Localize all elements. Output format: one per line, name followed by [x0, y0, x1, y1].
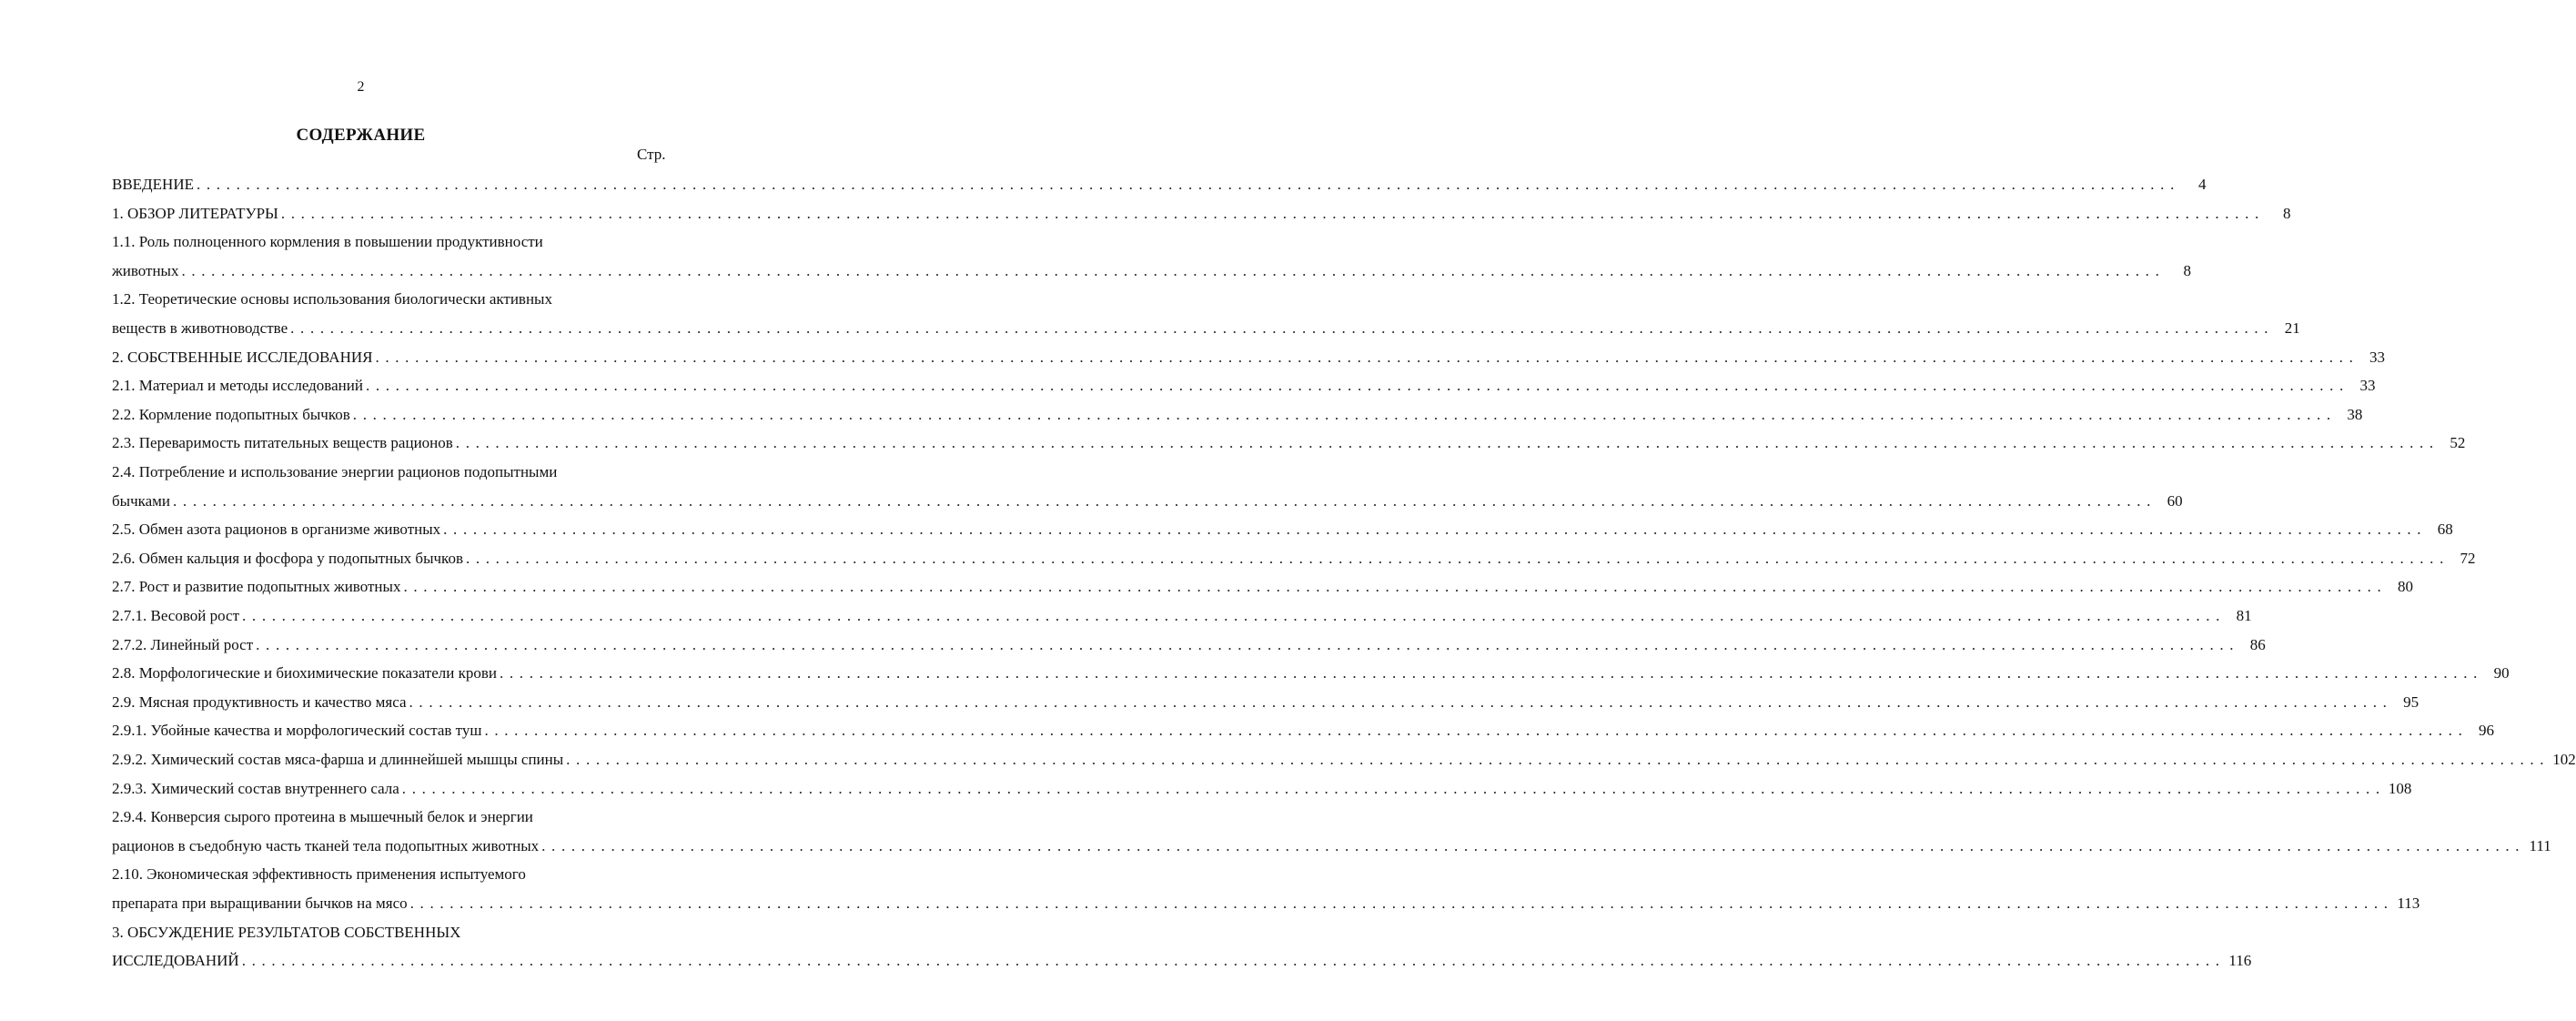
toc-entry-page: 96 — [2479, 722, 2495, 740]
toc-entry — [112, 660, 2510, 687]
toc-entry-text: 2.2. Кормление подопытных бычков — [112, 405, 350, 423]
toc-entry — [112, 200, 2291, 227]
toc-entry-text: бычками — [112, 491, 171, 510]
toc-entry-page: 113 — [2397, 895, 2420, 912]
toc-entry — [112, 919, 655, 946]
toc-entry — [112, 833, 2551, 860]
toc-leader-dots: . . . . . . . . . . . . . . . . . . . . . . . . . . . . . . . . . . . . . . . . . . . . . . . . . . . . . . . . . . . . . . . . . . . . . . . . . . . . . . . . . . . . . . . . . . . . . . . . . . . . . . . . . . . . . . . . . . . . . . . . . . . . . . . . . . . . . . . . . . . . . . . . . . . . . . . . . . . . . . . . . . . . . . . . . . . . . . . . . . . . . . . . . . . . . . . . . . . . . . . . — [409, 692, 2389, 711]
toc-entry-text: 2.1. Материал и методы исследований — [112, 377, 363, 395]
toc-entry-page: 8 — [2282, 204, 2291, 222]
toc-entry-text: 2.4. Потребление и использование энергии рационов подопытными — [112, 463, 558, 480]
toc-entry-page: 111 — [2529, 836, 2551, 854]
toc-entry — [112, 545, 2476, 572]
toc-leader-dots: . . . . . . . . . . . . . . . . . . . . . . . . . . . . . . . . . . . . . . . . . . . . . . . . . . . . . . . . . . . . . . . . . . . . . . . . . . . . . . . . . . . . . . . . . . . . . . . . . . . . . . . . . . . . . . . . . . . . . . . . . . . . . . . . . . . . . . . . . . . . . . . . . . . . . . . . . . . . . . . . . . . . . . . . . . . . . . . . . . . . . . . . . . . . . . . . . . . . . . . . — [280, 204, 2260, 222]
toc-entry-page: 68 — [2437, 521, 2453, 539]
toc-leader-dots: . . . . . . . . . . . . . . . . . . . . . . . . . . . . . . . . . . . . . . . . . . . . . . . . . . . . . . . . . . . . . . . . . . . . . . . . . . . . . . . . . . . . . . . . . . . . . . . . . . . . . . . . . . . . . . . . . . . . . . . . . . . . . . . . . . . . . . . . . . . . . . . . . . . . . . . . . . . . . . . . . . . . . . . . . . . . . . . . . . . . . . . . . . . . . . . . . . . . . . . . — [375, 348, 2355, 366]
toc-entry — [112, 459, 655, 486]
toc-leader-dots: . . . . . . . . . . . . . . . . . . . . . . . . . . . . . . . . . . . . . . . . . . . . . . . . . . . . . . . . . . . . . . . . . . . . . . . . . . . . . . . . . . . . . . . . . . . . . . . . . . . . . . . . . . . . . . . . . . . . . . . . . . . . . . . . . . . . . . . . . . . . . . . . . . . . . . . . . . . . . . . . . . . . . . . . . . . . . . . . . . . . . . . . . . . . . . . . . . . . . . . . — [241, 952, 2221, 970]
toc-entry-text: 2.7. Рост и развитие подопытных животных — [112, 578, 401, 596]
toc-entry-text: 1.2. Теоретические основы использования биологически активных — [112, 290, 552, 308]
toc-entry — [112, 258, 2192, 285]
toc-leader-dots: . . . . . . . . . . . . . . . . . . . . . . . . . . . . . . . . . . . . . . . . . . . . . . . . . . . . . . . . . . . . . . . . . . . . . . . . . . . . . . . . . . . . . . . . . . . . . . . . . . . . . . . . . . . . . . . . . . . . . . . . . . . . . . . . . . . . . . . . . . . . . . . . . . . . . . . . . . . . . . . . . . . . . . . . . . . . . . . . . . . . . . . . . . . . . . . . . . . . . . . . — [465, 549, 2445, 567]
toc-entry — [112, 286, 655, 313]
toc-leader-dots: . . . . . . . . . . . . . . . . . . . . . . . . . . . . . . . . . . . . . . . . . . . . . . . . . . . . . . . . . . . . . . . . . . . . . . . . . . . . . . . . . . . . . . . . . . . . . . . . . . . . . . . . . . . . . . . . . . . . . . . . . . . . . . . . . . . . . . . . . . . . . . . . . . . . . . . . . . . . . . . . . . . . . . . . . . . . . . . . . . . . . . . . . . . . . . . . . . . . . . . . — [409, 895, 2389, 912]
toc-leader-dots: . . . . . . . . . . . . . . . . . . . . . . . . . . . . . . . . . . . . . . . . . . . . . . . . . . . . . . . . . . . . . . . . . . . . . . . . . . . . . . . . . . . . . . . . . . . . . . . . . . . . . . . . . . . . . . . . . . . . . . . . . . . . . . . . . . . . . . . . . . . . . . . . . . . . . . . . . . . . . . . . . . . . . . . . . . . . . . . . . . . . . . . . . . . . . . . . . . . . . . . . — [352, 405, 2332, 423]
toc-entry — [112, 602, 2252, 630]
toc-entry-text: веществ в животноводстве — [112, 319, 288, 337]
toc-entry — [112, 430, 2466, 457]
toc-entry-page: 38 — [2347, 405, 2363, 423]
toc-entry — [112, 344, 2386, 371]
toc-entry — [112, 315, 2300, 342]
toc-entry-text: ВВЕДЕНИЕ — [112, 176, 194, 193]
toc-entry-text: 2.9. Мясная продуктивность и качество мяса — [112, 692, 407, 711]
toc-entry — [112, 228, 655, 256]
toc-entry-page: 33 — [2359, 377, 2376, 395]
toc-leader-dots: . . . . . . . . . . . . . . . . . . . . . . . . . . . . . . . . . . . . . . . . . . . . . . . . . . . . . . . . . . . . . . . . . . . . . . . . . . . . . . . . . . . . . . . . . . . . . . . . . . . . . . . . . . . . . . . . . . . . . . . . . . . . . . . . . . . . . . . . . . . . . . . . . . . . . . . . . . . . . . . . . . . . . . . . . . . . . . . . . . . . . . . . . . . . . . . . . . . . . . . . — [484, 722, 2464, 740]
toc-entry-text: 2.8. Морфологические и биохимические показатели крови — [112, 664, 497, 682]
toc-entry-page: 108 — [2388, 779, 2412, 797]
toc-entry-text: ИССЛЕДОВАНИЙ — [112, 952, 239, 970]
toc-entry-page: 21 — [2284, 319, 2300, 337]
toc-leader-dots: . . . . . . . . . . . . . . . . . . . . . . . . . . . . . . . . . . . . . . . . . . . . . . . . . . . . . . . . . . . . . . . . . . . . . . . . . . . . . . . . . . . . . . . . . . . . . . . . . . . . . . . . . . . . . . . . . . . . . . . . . . . . . . . . . . . . . . . . . . . . . . . . . . . . . . . . . . . . . . . . . . . . . . . . . . . . . . . . . . . . . . . . . . . . . . . . . . . . . . . . — [401, 779, 2381, 797]
toc-entry-text: 3. ОБСУЖДЕНИЕ РЕЗУЛЬТАТОВ СОБСТВЕННЫХ — [112, 923, 461, 941]
toc-entry-text: 2.7.2. Линейный рост — [112, 635, 254, 653]
toc-entry — [112, 632, 2266, 659]
toc-leader-dots: . . . . . . . . . . . . . . . . . . . . . . . . . . . . . . . . . . . . . . . . . . . . . . . . . . . . . . . . . . . . . . . . . . . . . . . . . . . . . . . . . . . . . . . . . . . . . . . . . . . . . . . . . . . . . . . . . . . . . . . . . . . . . . . . . . . . . . . . . . . . . . . . . . . . . . . . . . . . . . . . . . . . . . . . . . . . . . . . . . . . . . . . . . . . . . . . . . . . . . . . — [455, 434, 2435, 452]
toc-entry-text: 2.9.3. Химический состав внутреннего сала — [112, 779, 399, 797]
toc-entry-text: 2.7.1. Весовой рост — [112, 607, 240, 624]
toc-entry-page: 52 — [2450, 434, 2466, 452]
toc-entry — [112, 488, 2183, 515]
toc-entry — [112, 171, 2207, 198]
toc-entry — [112, 947, 2252, 975]
toc-entry-page: 81 — [2236, 607, 2252, 624]
toc-entry — [112, 804, 655, 831]
toc-entry-page: 33 — [2369, 348, 2386, 366]
toc-entry-page: 90 — [2493, 664, 2510, 682]
toc-leader-dots: . . . . . . . . . . . . . . . . . . . . . . . . . . . . . . . . . . . . . . . . . . . . . . . . . . . . . . . . . . . . . . . . . . . . . . . . . . . . . . . . . . . . . . . . . . . . . . . . . . . . . . . . . . . . . . . . . . . . . . . . . . . . . . . . . . . . . . . . . . . . . . . . . . . . . . . . . . . . . . . . . . . . . . . . . . . . . . . . . . . . . . . . . . . . . . . . . . . . . . . . — [181, 261, 2161, 279]
toc-leader-dots: . . . . . . . . . . . . . . . . . . . . . . . . . . . . . . . . . . . . . . . . . . . . . . . . . . . . . . . . . . . . . . . . . . . . . . . . . . . . . . . . . . . . . . . . . . . . . . . . . . . . . . . . . . . . . . . . . . . . . . . . . . . . . . . . . . . . . . . . . . . . . . . . . . . . . . . . . . . . . . . . . . . . . . . . . . . . . . . . . . . . . . . . . . . . . . . . . . . . . . . . — [242, 607, 2221, 624]
toc-leader-dots: . . . . . . . . . . . . . . . . . . . . . . . . . . . . . . . . . . . . . . . . . . . . . . . . . . . . . . . . . . . . . . . . . . . . . . . . . . . . . . . . . . . . . . . . . . . . . . . . . . . . . . . . . . . . . . . . . . . . . . . . . . . . . . . . . . . . . . . . . . . . . . . . . . . . . . . . . . . . . . . . . . . . . . . . . . . . . . . . . . . . . . . . . . . . . . . . . . . . . . . . — [566, 751, 2545, 768]
toc-entry — [112, 861, 655, 888]
toc-entry — [112, 573, 2414, 601]
toc-entry-text: рационов в съедобную часть тканей тела подопытных животных — [112, 836, 540, 854]
toc-entry-text: 2.6. Обмен кальция и фосфора у подопытных бычков — [112, 549, 463, 567]
toc-entry — [112, 372, 2376, 399]
toc-entry — [112, 401, 2363, 429]
toc-leader-dots: . . . . . . . . . . . . . . . . . . . . . . . . . . . . . . . . . . . . . . . . . . . . . . . . . . . . . . . . . . . . . . . . . . . . . . . . . . . . . . . . . . . . . . . . . . . . . . . . . . . . . . . . . . . . . . . . . . . . . . . . . . . . . . . . . . . . . . . . . . . . . . . . . . . . . . . . . . . . . . . . . . . . . . . . . . . . . . . . . . . . . . . . . . . . . . . . . . . . . . . . — [173, 491, 2152, 510]
toc-entry — [112, 516, 2453, 543]
toc-entry-text: 1.1. Роль полноценного кормления в повышении продуктивности — [112, 233, 543, 251]
toc-leader-dots: . . . . . . . . . . . . . . . . . . . . . . . . . . . . . . . . . . . . . . . . . . . . . . . . . . . . . . . . . . . . . . . . . . . . . . . . . . . . . . . . . . . . . . . . . . . . . . . . . . . . . . . . . . . . . . . . . . . . . . . . . . . . . . . . . . . . . . . . . . . . . . . . . . . . . . . . . . . . . . . . . . . . . . . . . . . . . . . . . . . . . . . . . . . . . . . . . . . . . . . . — [365, 377, 2345, 395]
toc-entry — [112, 890, 2420, 917]
toc-entry-page: 86 — [2249, 635, 2266, 653]
toc-entry-text: 2.5. Обмен азота рационов в организме животных — [112, 521, 441, 539]
toc-entry — [112, 775, 2412, 803]
toc-leader-dots: . . . . . . . . . . . . . . . . . . . . . . . . . . . . . . . . . . . . . . . . . . . . . . . . . . . . . . . . . . . . . . . . . . . . . . . . . . . . . . . . . . . . . . . . . . . . . . . . . . . . . . . . . . . . . . . . . . . . . . . . . . . . . . . . . . . . . . . . . . . . . . . . . . . . . . . . . . . . . . . . . . . . . . . . . . . . . . . . . . . . . . . . . . . . . . . . . . . . . . . . — [290, 319, 2269, 337]
toc-entry-page: 4 — [2198, 176, 2207, 193]
toc-entry-text: животных — [112, 261, 179, 279]
toc-entry-text: 2.9.1. Убойные качества и морфологический состав туш — [112, 722, 482, 740]
page-number: 2 — [357, 79, 365, 95]
toc-entry-page: 95 — [2403, 692, 2419, 711]
toc-entry-text: 2.10. Экономическая эффективность применения испытуемого — [112, 865, 526, 884]
toc-entry-text: 2. СОБСТВЕННЫЕ ИССЛЕДОВАНИЯ — [112, 348, 373, 366]
toc-leader-dots: . . . . . . . . . . . . . . . . . . . . . . . . . . . . . . . . . . . . . . . . . . . . . . . . . . . . . . . . . . . . . . . . . . . . . . . . . . . . . . . . . . . . . . . . . . . . . . . . . . . . . . . . . . . . . . . . . . . . . . . . . . . . . . . . . . . . . . . . . . . . . . . . . . . . . . . . . . . . . . . . . . . . . . . . . . . . . . . . . . . . . . . . . . . . . . . . . . . . . . . . — [403, 578, 2383, 596]
toc-entry-page: 60 — [2167, 491, 2183, 510]
toc-leader-dots: . . . . . . . . . . . . . . . . . . . . . . . . . . . . . . . . . . . . . . . . . . . . . . . . . . . . . . . . . . . . . . . . . . . . . . . . . . . . . . . . . . . . . . . . . . . . . . . . . . . . . . . . . . . . . . . . . . . . . . . . . . . . . . . . . . . . . . . . . . . . . . . . . . . . . . . . . . . . . . . . . . . . . . . . . . . . . . . . . . . . . . . . . . . . . . . . . . . . . . . . — [541, 836, 2520, 854]
page-column-label: Стр. — [637, 146, 666, 163]
toc-entry-text: 2.9.2. Химический состав мяса-фарша и длиннейшей мышцы спины — [112, 751, 564, 768]
toc-entry-text: 2.9.4. Конверсия сырого протеина в мышечный белок и энергии — [112, 808, 533, 826]
toc-leader-dots: . . . . . . . . . . . . . . . . . . . . . . . . . . . . . . . . . . . . . . . . . . . . . . . . . . . . . . . . . . . . . . . . . . . . . . . . . . . . . . . . . . . . . . . . . . . . . . . . . . . . . . . . . . . . . . . . . . . . . . . . . . . . . . . . . . . . . . . . . . . . . . . . . . . . . . . . . . . . . . . . . . . . . . . . . . . . . . . . . . . . . . . . . . . . . . . . . . . . . . . . — [196, 176, 2176, 193]
toc-entry-page: 72 — [2460, 549, 2476, 567]
toc-entry — [112, 717, 2495, 744]
toc-leader-dots: . . . . . . . . . . . . . . . . . . . . . . . . . . . . . . . . . . . . . . . . . . . . . . . . . . . . . . . . . . . . . . . . . . . . . . . . . . . . . . . . . . . . . . . . . . . . . . . . . . . . . . . . . . . . . . . . . . . . . . . . . . . . . . . . . . . . . . . . . . . . . . . . . . . . . . . . . . . . . . . . . . . . . . . . . . . . . . . . . . . . . . . . . . . . . . . . . . . . . . . . — [256, 635, 2235, 653]
toc-entry-text: 2.3. Переваримость питательных веществ рационов — [112, 434, 453, 452]
toc-entry-text: 1. ОБЗОР ЛИТЕРАТУРЫ — [112, 204, 278, 222]
page-title: СОДЕРЖАНИЕ — [296, 126, 426, 145]
toc-entry — [112, 689, 2419, 716]
toc-leader-dots: . . . . . . . . . . . . . . . . . . . . . . . . . . . . . . . . . . . . . . . . . . . . . . . . . . . . . . . . . . . . . . . . . . . . . . . . . . . . . . . . . . . . . . . . . . . . . . . . . . . . . . . . . . . . . . . . . . . . . . . . . . . . . . . . . . . . . . . . . . . . . . . . . . . . . . . . . . . . . . . . . . . . . . . . . . . . . . . . . . . . . . . . . . . . . . . . . . . . . . . . — [500, 664, 2479, 682]
toc-entry-page: 8 — [2183, 261, 2192, 279]
toc-entry-page: 116 — [2228, 952, 2252, 970]
toc-leader-dots: . . . . . . . . . . . . . . . . . . . . . . . . . . . . . . . . . . . . . . . . . . . . . . . . . . . . . . . . . . . . . . . . . . . . . . . . . . . . . . . . . . . . . . . . . . . . . . . . . . . . . . . . . . . . . . . . . . . . . . . . . . . . . . . . . . . . . . . . . . . . . . . . . . . . . . . . . . . . . . . . . . . . . . . . . . . . . . . . . . . . . . . . . . . . . . . . . . . . . . . . — [443, 521, 2422, 539]
toc-entry-page: 102 — [2552, 751, 2576, 768]
toc-entry-page: 80 — [2398, 578, 2414, 596]
toc-entry-text: препарата при выращивании бычков на мясо — [112, 895, 408, 912]
toc-entry — [112, 746, 2576, 773]
